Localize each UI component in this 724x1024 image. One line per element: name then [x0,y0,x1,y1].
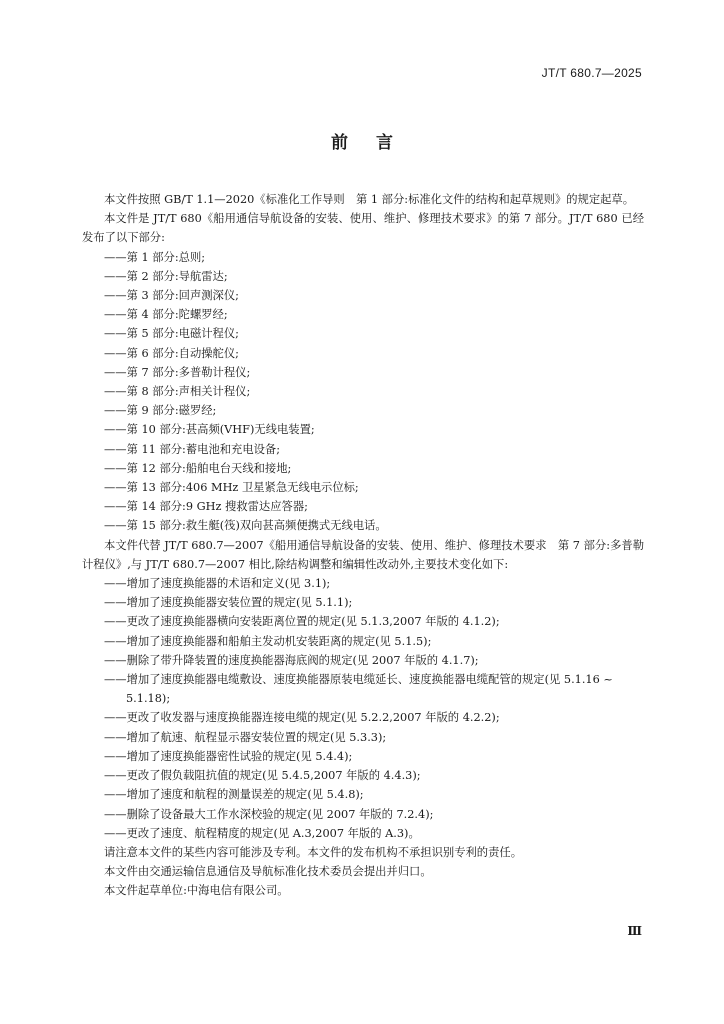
list-item: ——增加了速度和航程的测量误差的规定(见 5.4.8); [104,788,364,802]
document-number: JT/T 680.7—2025 [541,66,642,80]
list-item: ——第 2 部分:导航雷达; [104,269,228,283]
page-title: 前言 [331,133,421,153]
list-item: ——增加了速度换能器的术语和定义(见 3.1); [104,577,331,591]
list-item: ——增加了速度换能器和船舶主发动机安装距离的规定(见 5.1.5); [104,634,432,648]
list-item: ——更改了速度换能器横向安装距离位置的规定(见 5.1.3,2007 年版的 4.1.2); [104,615,500,629]
list-item: ——第 1 部分:总则; [104,250,206,264]
technical-changes-list [82,574,644,843]
list-item: ——增加了速度换能器安装位置的规定(见 5.1.1); [104,596,353,610]
list-item: ——第 14 部分:9 GHz 搜救雷达应答器; [104,500,308,514]
list-item: ——第 8 部分:声相关计程仪; [104,385,251,399]
list-item: ——第 7 部分:多普勒计程仪; [104,365,251,379]
intro-paragraph-2: 本文件是 JT/T 680《船用通信导航设备的安装、使用、维护、修理技术要求》的第 7 部分。JT/T 680 已经发布了以下部分: [82,212,644,245]
replacement-paragraph: 本文件代替 JT/T 680.7—2007《船用通信导航设备的安装、使用、维护、修理技术要求 第 7 部分:多普勒计程仪》,与 JT/T 680.7—2007 相比,除结构调整和编辑性改动外,主要技术变化如下: [82,538,644,571]
list-item: ——更改了速度、航程精度的规定(见 A.3,2007 年版的 A.3)。 [104,826,420,840]
list-item: ——第 15 部分:救生艇(筏)双向甚高频便携式无线电话。 [104,519,387,533]
page-number: Ⅲ [627,924,642,938]
parts-list [82,248,644,536]
list-item: ——第 6 部分:自动操舵仪; [104,346,239,360]
intro-paragraph-1: 本文件按照 GB/T 1.1—2020《标准化工作导则 第 1 部分:标准化文件的结构和起草规则》的规定起草。 [104,193,635,206]
list-item: ——第 4 部分:陀螺罗经; [104,308,228,322]
list-item: ——增加了速度换能器电缆敷设、速度换能器原装电缆延长、速度换能器电缆配管的规定(见 5.1.16 ~ 5.1.18); [104,673,613,706]
list-item: ——第 5 部分:电磁计程仪; [104,327,239,341]
patent-notice: 请注意本文件的某些内容可能涉及专利。本文件的发布机构不承担识别专利的责任。 [104,845,522,859]
list-item: ——第 9 部分:磁罗经; [104,404,217,418]
list-item: ——删除了设备最大工作水深校验的规定(见 2007 年版的 7.2.4); [104,807,434,821]
list-item: ——更改了收发器与速度换能器连接电缆的规定(见 5.2.2,2007 年版的 4.2.2); [104,711,500,725]
preface-body [82,190,644,901]
list-item: ——第 3 部分:回声测深仪; [104,289,239,303]
list-item: ——第 11 部分:蓄电池和充电设备; [104,442,281,456]
list-item: ——增加了航速、航程显示器安装位置的规定(见 5.3.3); [104,730,387,744]
list-item: ——第 10 部分:甚高频(VHF)无线电装置; [104,423,315,437]
list-item: ——更改了假负载阻抗值的规定(见 5.4.5,2007 年版的 4.4.3); [104,769,421,783]
drafting-unit: 本文件起草单位:中海电信有限公司。 [104,884,289,898]
list-item: ——第 12 部分:船舶电台天线和接地; [104,461,292,475]
list-item: ——第 13 部分:406 MHz 卫星紧急无线电示位标; [104,481,359,495]
proposer-statement: 本文件由交通运输信息通信及导航标准化技术委员会提出并归口。 [104,865,432,879]
list-item: ——删除了带升降装置的速度换能器海底阀的规定(见 2007 年版的 4.1.7); [104,653,479,667]
list-item: ——增加了速度换能器密性试验的规定(见 5.4.4); [104,749,353,763]
